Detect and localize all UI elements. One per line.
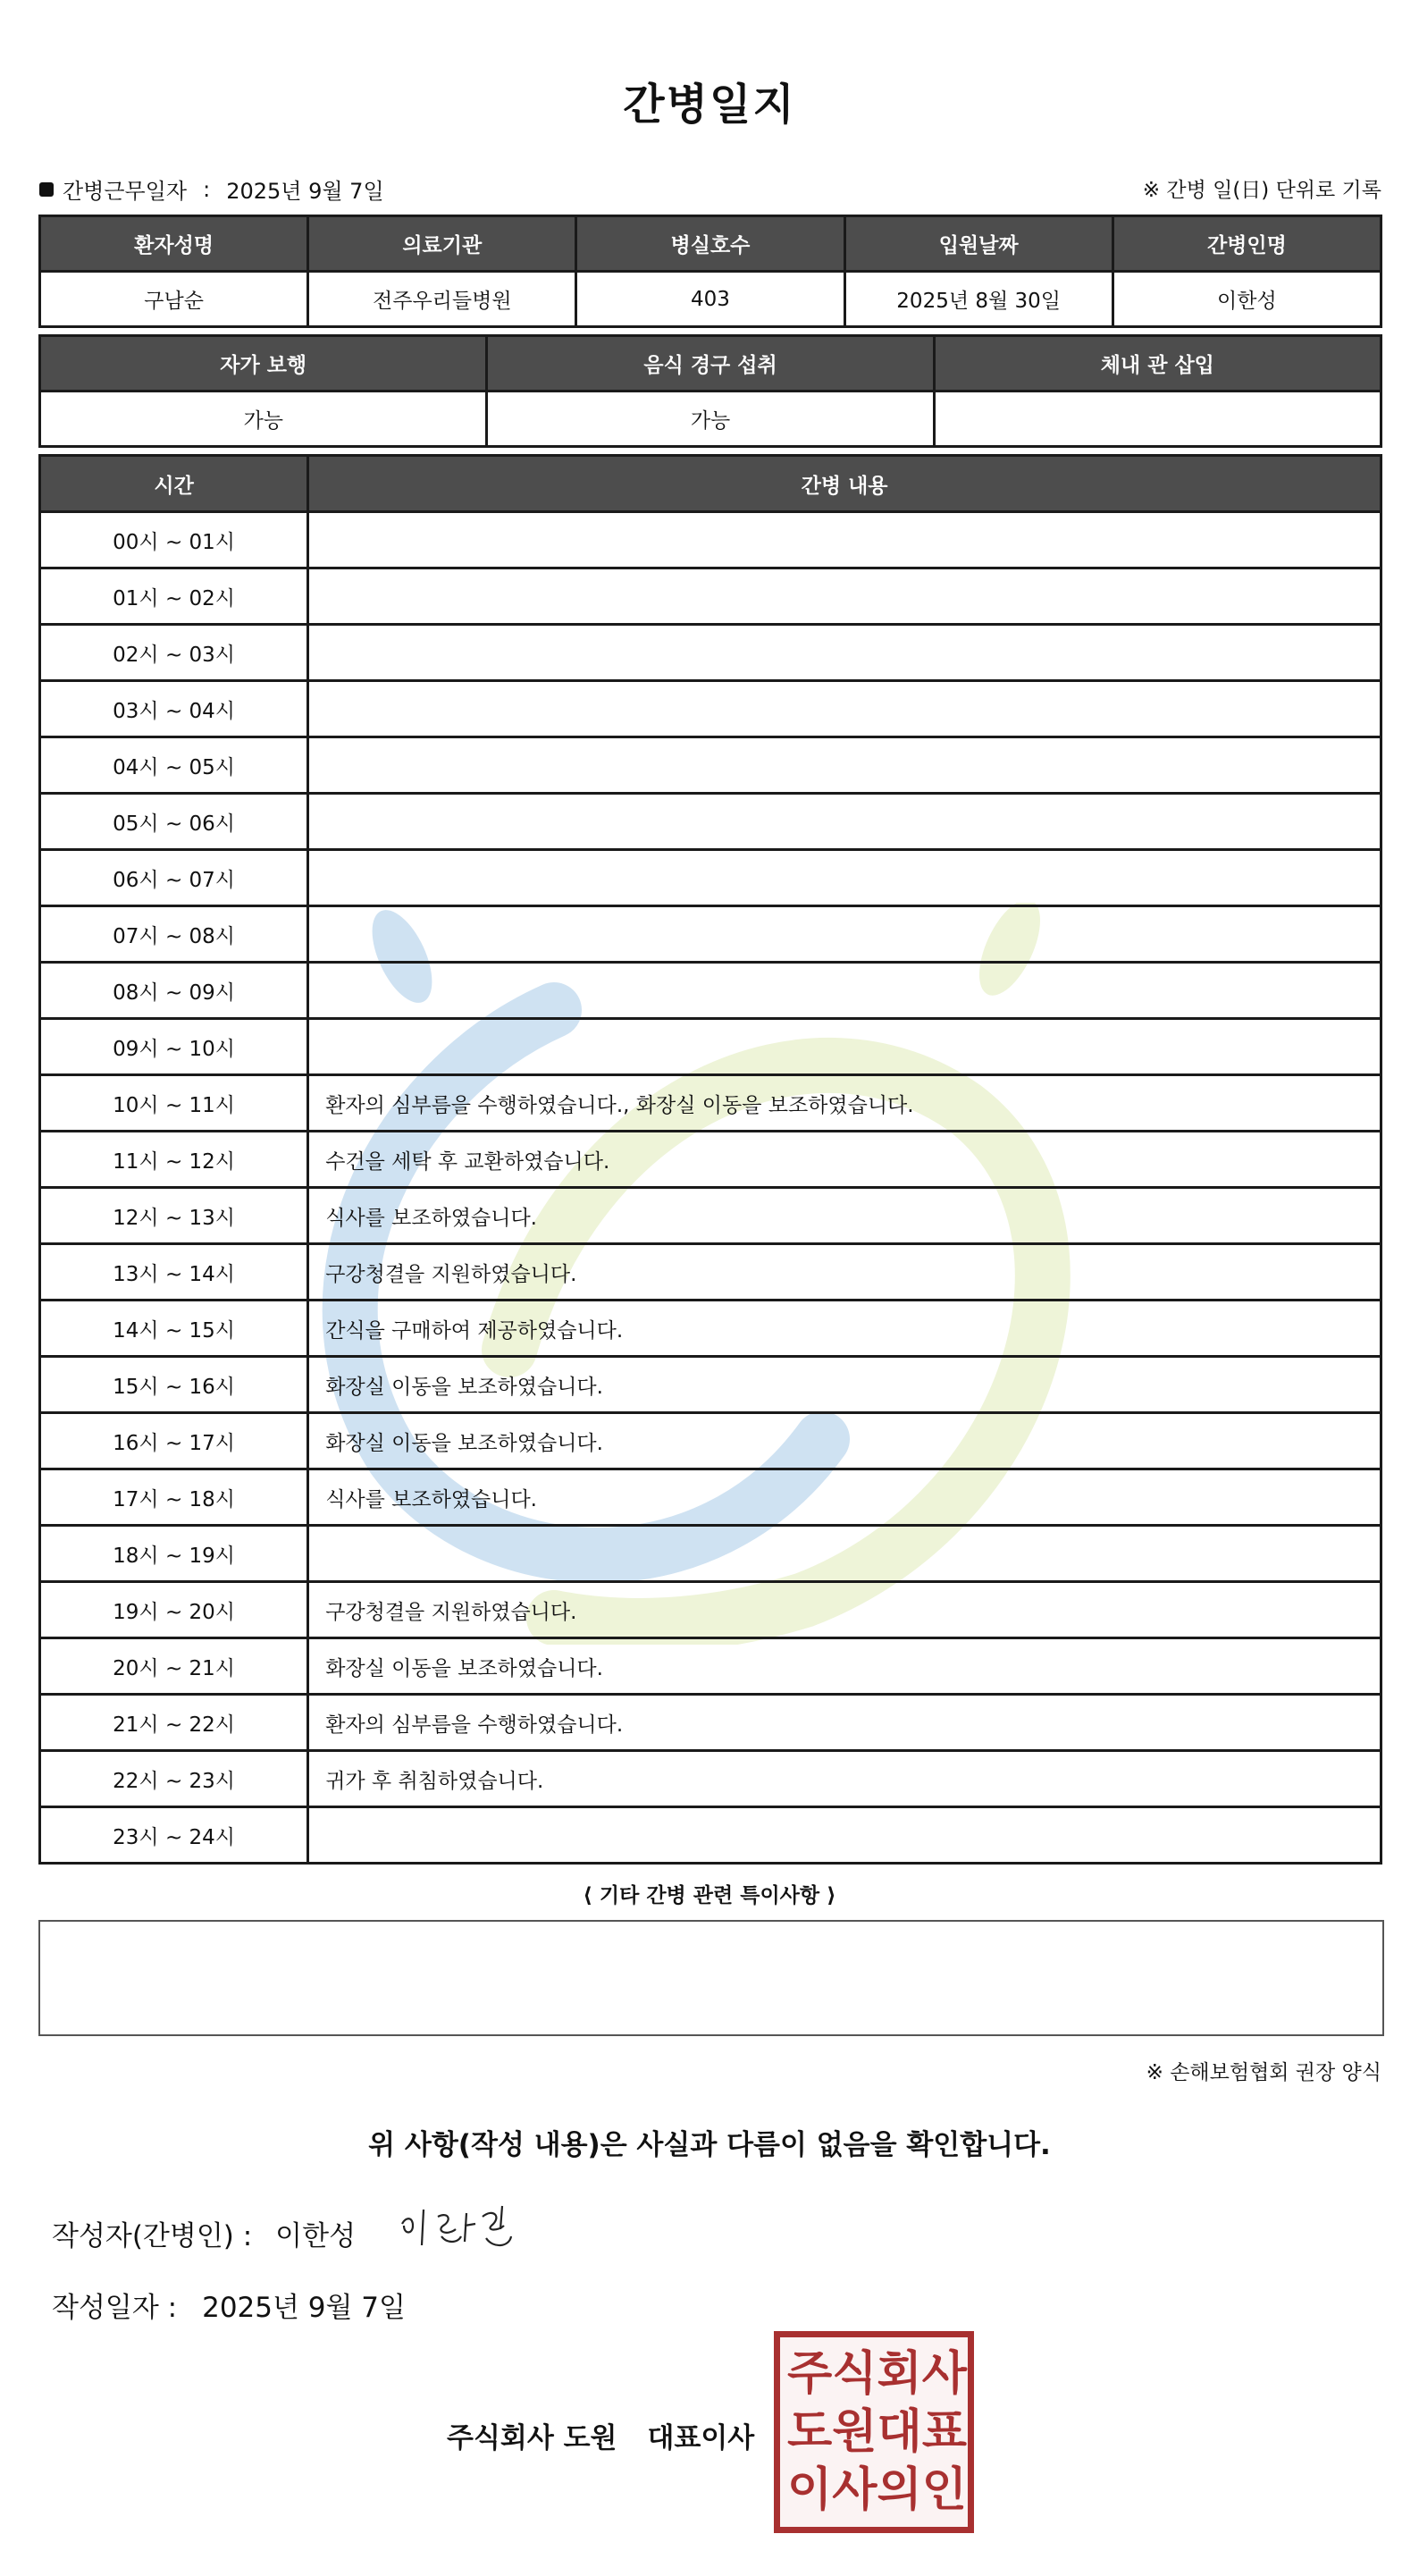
- log-time-cell: 05시 ~ 06시: [40, 794, 308, 850]
- table-row: [40, 512, 1381, 568]
- table-row: [40, 850, 1381, 906]
- log-content-cell: 화장실 이동을 보조하였습니다.: [308, 1357, 1381, 1413]
- company-name: 주식회사 도원: [447, 2422, 617, 2454]
- table-row: [40, 1807, 1381, 1864]
- log-content-cell: 화장실 이동을 보조하였습니다.: [308, 1638, 1381, 1695]
- table-row: [40, 1582, 1381, 1638]
- table-row: [40, 1638, 1381, 1695]
- log-time-cell: 10시 ~ 11시: [40, 1075, 308, 1132]
- header-tube-insertion: 체내 관 삽입: [934, 336, 1381, 391]
- table-row: [40, 1357, 1381, 1413]
- log-content-cell: 환자의 심부름을 수행하였습니다., 화장실 이동을 보조하였습니다.: [308, 1075, 1381, 1132]
- work-date: [39, 173, 384, 205]
- author-label: 작성자(간병인) :: [52, 2220, 253, 2252]
- header-room-number: 병실호수: [576, 216, 844, 272]
- table-row: [40, 1019, 1381, 1075]
- log-content-cell: [308, 1019, 1381, 1075]
- log-time-cell: 16시 ~ 17시: [40, 1413, 308, 1469]
- seal-character: 대: [877, 2404, 922, 2459]
- log-time-cell: 20시 ~ 21시: [40, 1638, 308, 1695]
- log-content-cell: 식사를 보조하였습니다.: [308, 1469, 1381, 1526]
- log-time-cell: 22시 ~ 23시: [40, 1751, 308, 1807]
- log-content-cell: [308, 1526, 1381, 1582]
- log-content-cell: [308, 963, 1381, 1019]
- log-time-cell: 04시 ~ 05시: [40, 737, 308, 794]
- log-content-cell: 식사를 보조하였습니다.: [308, 1188, 1381, 1244]
- author-row: [52, 2213, 356, 2253]
- table-row: [40, 1132, 1381, 1188]
- header-hospital: 의료기관: [308, 216, 576, 272]
- log-content-cell: 화장실 이동을 보조하였습니다.: [308, 1413, 1381, 1469]
- header-patient-name: 환자성명: [40, 216, 308, 272]
- log-content-cell: [308, 850, 1381, 906]
- log-time-cell: 15시 ~ 16시: [40, 1357, 308, 1413]
- table-row: [40, 906, 1381, 963]
- patient-info-table: [38, 215, 1382, 328]
- table-row: [40, 681, 1381, 737]
- log-time-cell: 07시 ~ 08시: [40, 906, 308, 963]
- table-row: [40, 1469, 1381, 1526]
- work-date-label: 간병근무일자: [63, 179, 188, 204]
- log-time-cell: 18시 ~ 19시: [40, 1526, 308, 1582]
- log-content-cell: 간식을 구매하여 제공하였습니다.: [308, 1301, 1381, 1357]
- log-time-cell: 19시 ~ 20시: [40, 1582, 308, 1638]
- log-time-cell: 01시 ~ 02시: [40, 568, 308, 625]
- status-header-row: [40, 336, 1381, 391]
- special-notes-box: [38, 1920, 1384, 2036]
- log-content-cell: 귀가 후 취침하였습니다.: [308, 1751, 1381, 1807]
- log-content-cell: [308, 737, 1381, 794]
- log-time-cell: 21시 ~ 22시: [40, 1695, 308, 1751]
- work-date-value: 2025년 9월 7일: [226, 179, 384, 204]
- log-time-cell: 23시 ~ 24시: [40, 1807, 308, 1864]
- table-row: [40, 737, 1381, 794]
- seal-character: 표: [921, 2404, 967, 2459]
- self-walking: 가능: [40, 391, 487, 447]
- log-content-cell: 수건을 세탁 후 교환하였습니다.: [308, 1132, 1381, 1188]
- log-content-cell: [308, 625, 1381, 681]
- patient-info-header-row: [40, 216, 1381, 272]
- log-content-cell: 구강청결을 지원하였습니다.: [308, 1582, 1381, 1638]
- admission-date: 2025년 8월 30일: [844, 272, 1113, 327]
- work-date-separator: :: [203, 176, 211, 202]
- log-time-cell: 14시 ~ 15시: [40, 1301, 308, 1357]
- hospital: 전주우리들병원: [308, 272, 576, 327]
- table-row: [40, 1526, 1381, 1582]
- seal-character: 인: [921, 2463, 967, 2518]
- log-content-cell: [308, 512, 1381, 568]
- log-content-cell: [308, 906, 1381, 963]
- written-date-label: 작성일자 :: [52, 2292, 178, 2324]
- record-unit-note: ※ 간병 일(日) 단위로 기록: [1142, 179, 1381, 202]
- handwritten-signature: [393, 2190, 545, 2261]
- table-row: [40, 963, 1381, 1019]
- log-time-cell: 06시 ~ 07시: [40, 850, 308, 906]
- square-bullet-icon: [39, 182, 54, 197]
- patient-name: 구남순: [40, 272, 308, 327]
- room-number: 403: [576, 272, 844, 327]
- seal-character: 식: [832, 2346, 877, 2401]
- log-content-cell: [308, 568, 1381, 625]
- log-time-cell: 08시 ~ 09시: [40, 963, 308, 1019]
- header-caregiver-name: 간병인명: [1113, 216, 1381, 272]
- written-date-value: 2025년 9월 7일: [202, 2292, 406, 2324]
- page-title: 간병일지: [623, 80, 796, 130]
- log-time-cell: 17시 ~ 18시: [40, 1469, 308, 1526]
- seal-character: 사: [832, 2463, 877, 2518]
- log-content-cell: 구강청결을 지원하였습니다.: [308, 1244, 1381, 1301]
- log-content-cell: [308, 794, 1381, 850]
- patient-info-value-row: [40, 272, 1381, 327]
- table-row: [40, 794, 1381, 850]
- care-log-header-row: [40, 456, 1381, 512]
- log-content-cell: [308, 681, 1381, 737]
- log-time-cell: 00시 ~ 01시: [40, 512, 308, 568]
- table-row: [40, 1075, 1381, 1132]
- table-row: [40, 1244, 1381, 1301]
- log-content-cell: [308, 1807, 1381, 1864]
- company-seal-stamp: [774, 2331, 974, 2533]
- written-date-row: [52, 2285, 406, 2325]
- status-value-row: [40, 391, 1381, 447]
- header-care-content: 간병 내용: [308, 456, 1381, 512]
- log-time-cell: 12시 ~ 13시: [40, 1188, 308, 1244]
- tube-insertion: [934, 391, 1381, 447]
- seal-character: 도: [787, 2404, 833, 2459]
- seal-character: 의: [877, 2463, 922, 2518]
- oral-intake: 가능: [487, 391, 934, 447]
- company-signoff: [447, 2415, 754, 2455]
- table-row: [40, 1301, 1381, 1357]
- company-role: 대표이사: [647, 2422, 755, 2454]
- header-time: 시간: [40, 456, 308, 512]
- table-row: [40, 1413, 1381, 1469]
- log-time-cell: 13시 ~ 14시: [40, 1244, 308, 1301]
- log-content-cell: 환자의 심부름을 수행하였습니다.: [308, 1695, 1381, 1751]
- table-row: [40, 1695, 1381, 1751]
- form-source-note: ※ 손해보험협회 권장 양식: [1146, 2061, 1381, 2084]
- table-row: [40, 1751, 1381, 1807]
- log-time-cell: 09시 ~ 10시: [40, 1019, 308, 1075]
- seal-character: 사: [921, 2346, 967, 2401]
- seal-character: 회: [877, 2346, 922, 2401]
- confirmation-statement: 위 사항(작성 내용)은 사실과 다름이 없음을 확인합니다.: [368, 2129, 1051, 2161]
- table-row: [40, 625, 1381, 681]
- table-row: [40, 1188, 1381, 1244]
- seal-character: 이: [787, 2463, 833, 2518]
- seal-character: 원: [832, 2404, 877, 2459]
- log-time-cell: 03시 ~ 04시: [40, 681, 308, 737]
- author-name: 이한성: [275, 2220, 357, 2252]
- care-log-table: [38, 454, 1382, 1865]
- header-oral-intake: 음식 경구 섭취: [487, 336, 934, 391]
- caregiver-name: 이한성: [1113, 272, 1381, 327]
- log-time-cell: 11시 ~ 12시: [40, 1132, 308, 1188]
- seal-character: 주: [787, 2346, 833, 2401]
- header-admission-date: 입원날짜: [844, 216, 1113, 272]
- notes-title: ⟨ 기타 간병 관련 특이사항 ⟩: [583, 1884, 836, 1907]
- patient-status-table: [38, 334, 1382, 448]
- table-row: [40, 568, 1381, 625]
- header-self-walking: 자가 보행: [40, 336, 487, 391]
- log-time-cell: 02시 ~ 03시: [40, 625, 308, 681]
